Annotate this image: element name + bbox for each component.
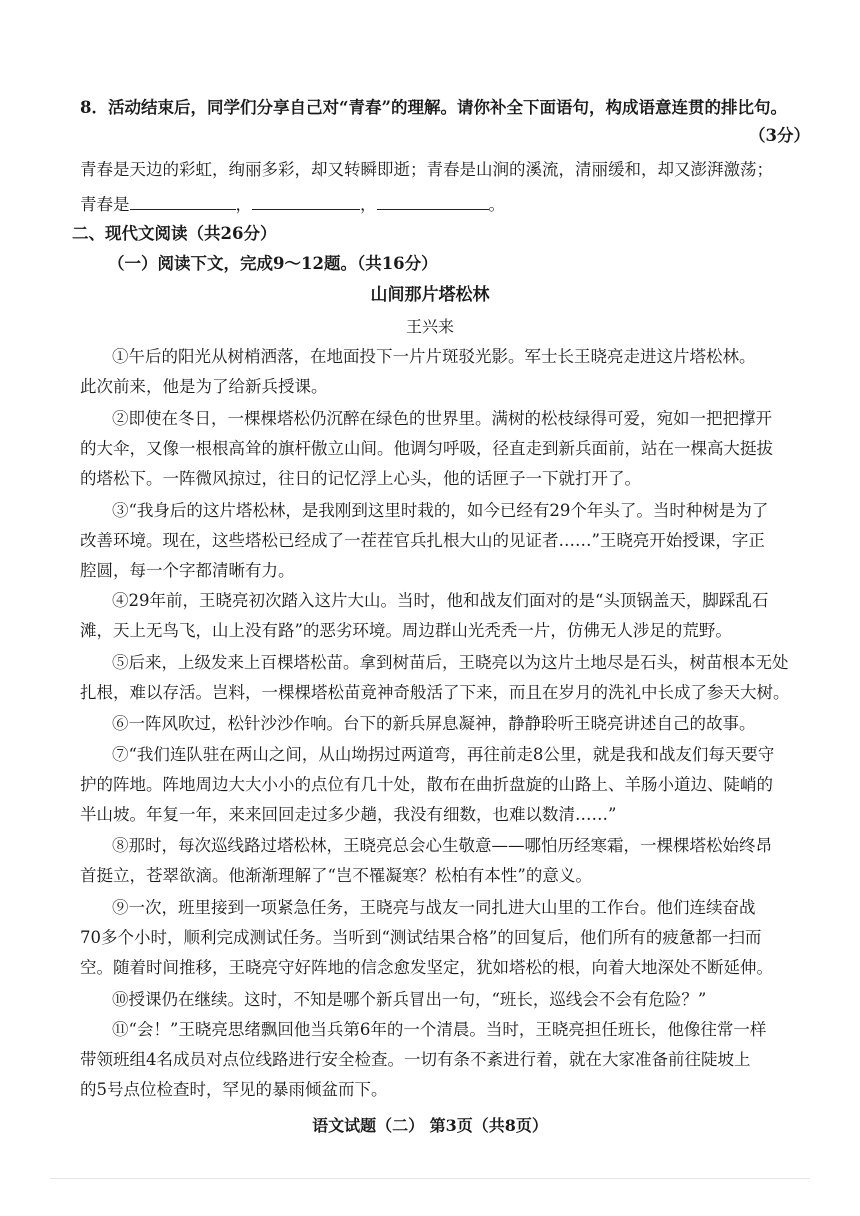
subsection-heading: （一）阅读下文，完成9～12题。（共16分） <box>108 254 438 273</box>
article-line: 的5号点位检查时，罕见的暴雨倾盆而下。 <box>80 1080 388 1099</box>
blank-prefix: 青春是 <box>80 195 130 214</box>
article-line: 首挺立，苍翠欲滴。他渐渐理解了“岂不罹凝寒？松柏有本性”的意义。 <box>80 866 592 885</box>
article-author: 王兴来 <box>405 317 454 336</box>
article-line: 扎根，难以存活。岂料，一棵棵塔松苗竟神奇般活了下来，而且在岁月的洗礼中长成了参天大树。 <box>80 683 790 702</box>
article-line: 带领班组4名成员对点位线路进行安全检查。一切有条不紊进行着，就在大家准备前往陡坡上 <box>80 1050 751 1069</box>
answer-blank-3[interactable] <box>377 193 489 210</box>
page-footer: 语文试题（二） 第3页（共8页） <box>312 1116 548 1135</box>
article-line: 70多个小时，顺利完成测试任务。当听到“测试结果合格”的回复后，他们所有的疲惫都一扫而 <box>80 928 762 947</box>
article-line: 改善环境。现在，这些塔松已经成了一茬茬官兵扎根大山的见证者……”王晓亮开始授课，字正 <box>80 531 765 550</box>
article-line: 的大伞，又像一根根高耸的旗杆傲立山间。他调匀呼吸，径直走到新兵面前，站在一棵高大挺拔 <box>80 439 773 458</box>
question-8-answer-line: 青春是 ， ， 。 <box>80 195 505 214</box>
article-line: 此次前来，他是为了给新兵授课。 <box>80 377 328 396</box>
article-line: 空。随着时间推移，王晓亮守好阵地的信念愈发坚定，犹如塔松的根，向着大地深处不断延伸。 <box>80 958 773 977</box>
article-line: 腔圆，每一个字都清晰有力。 <box>80 561 295 580</box>
page-bottom-divider <box>50 1178 810 1179</box>
article-line: ④29年前，王晓亮初次踏入这片大山。当时，他和战友们面对的是“头顶锅盖天，脚踩乱石 <box>112 591 769 610</box>
article-line: 半山坡。年复一年，来来回回走过多少趟，我没有细数，也难以数清……” <box>80 805 617 824</box>
article-line: ⑧那时，每次巡线路过塔松林，王晓亮总会心生敬意——哪怕历经寒霜，一棵棵塔松始终昂 <box>112 836 772 855</box>
article-title: 山间那片塔松林 <box>370 285 490 305</box>
question-8-score: （3分） <box>749 126 810 145</box>
article-line: ①午后的阳光从树梢洒落，在地面投下一片片斑驳光影。军士长王晓亮走进这片塔松林。 <box>112 347 756 366</box>
answer-blank-2[interactable] <box>252 193 360 210</box>
answer-blank-1[interactable] <box>130 193 236 210</box>
article-line: ⑦“我们连队驻在两山之间，从山坳拐过两道弯，再往前走8公里，就是我和战友们每天要守 <box>112 745 775 764</box>
article-line: ⑪“会！”王晓亮思绪飘回他当兵第6年的一个清晨。当时，王晓亮担任班长，他像往常一样 <box>112 1020 767 1039</box>
article-line: 护的阵地。阵地周边大大小小的点位有几十处，散布在曲折盘旋的山路上、羊肠小道边、陡峭的 <box>80 775 773 794</box>
section-heading: 二、现代文阅读（共26分） <box>72 224 277 243</box>
question-8-given-text: 青春是天边的彩虹，绚丽多彩，却又转瞬即逝；青春是山涧的溪流，清丽缓和，却又澎湃激荡； <box>80 160 773 179</box>
article-line: 的塔松下。一阵微风掠过，往日的记忆浮上心头，他的话匣子一下就打开了。 <box>80 469 641 488</box>
article-line: ⑩授课仍在继续。这时，不知是哪个新兵冒出一句，“班长，巡线会不会有危险？” <box>112 990 707 1009</box>
article-line: ⑥一阵风吹过，松针沙沙作响。台下的新兵屏息凝神，静静聆听王晓亮讲述自己的故事。 <box>112 714 756 733</box>
article-line: ⑤后来，上级发来上百棵塔松苗。拿到树苗后，王晓亮以为这片土地尽是石头，树苗根本无处 <box>112 653 789 672</box>
article-line: ③“我身后的这片塔松林，是我刚到这里时栽的，如今已经有29个年头了。当时种树是为了 <box>112 501 769 520</box>
article-line: 滩，天上无鸟飞，山上没有路”的恶劣环境。周边群山光秃秃一片，仿佛无人涉足的荒野。 <box>80 621 732 640</box>
article-line: ②即使在冬日，一棵棵塔松仍沉醉在绿色的世界里。满树的松枝绿得可爱，宛如一把把撑开 <box>112 409 772 428</box>
question-8-stem: 8．活动结束后，同学们分享自己对“青春”的理解。请你补全下面语句，构成语意连贯的排比句。 <box>80 98 787 117</box>
article-line: ⑨一次，班里接到一项紧急任务，王晓亮与战友一同扎进大山里的工作台。他们连续奋战 <box>112 898 756 917</box>
